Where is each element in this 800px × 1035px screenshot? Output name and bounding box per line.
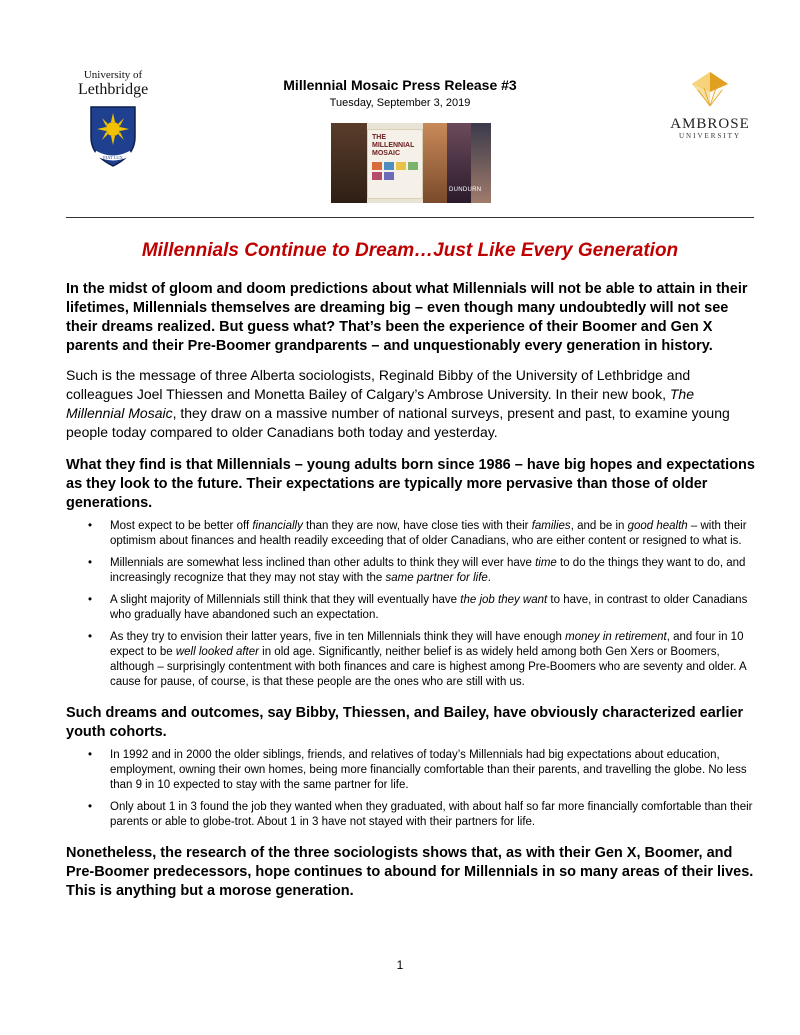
header-divider — [66, 217, 754, 218]
book-collage-image — [331, 123, 491, 203]
list-item-emphasis: the job they want — [460, 594, 548, 606]
list-item — [110, 593, 756, 623]
bullet-list-1 — [66, 519, 756, 690]
paragraph-1-text-c: , they draw on a massive number of national surveys, present and past, to examine young people today compared to older Canadians both today and yesterday. — [66, 405, 730, 440]
book-title-italic: The Millennial Mosaic — [66, 386, 694, 421]
list-item-text: . — [487, 572, 491, 584]
subhead-2: Such dreams and outcomes, say Bibby, Thiessen, and Bailey, have obviously characterized earlier youth cohorts. — [66, 705, 744, 740]
list-item-emphasis: financially — [252, 520, 303, 532]
list-item-emphasis: families — [531, 520, 571, 532]
list-item-text: , and be in — [570, 520, 628, 532]
book-cover-title-1: THE — [372, 134, 386, 141]
paragraph-1-text-a: Such is the message of three Alberta sociologists, Reginald Bibby of the University of Lethbridge and colleagues Joel Thiessen and Monetta Bailey of Calgary’s Ambrose University. In their new book, — [66, 367, 691, 402]
list-item-text: Millennials are somewhat less inclined than other adults to think they will ever have — [110, 557, 536, 569]
book-cover — [367, 129, 423, 199]
paragraph-1 — [66, 366, 756, 442]
list-item-emphasis: well looked after — [175, 646, 259, 658]
university-of-lethbridge-logo — [78, 70, 148, 169]
page-number: 1 — [396, 958, 404, 972]
list-item-text: As they try to envision their latter years, five in ten Millennials think they will have enough — [110, 631, 566, 643]
list-item: • Only about 1 in 3 found the job they wanted when they graduated, with about half so far more financially comfortable than their parents or able to globe-trot. About 1 in 3 have not stayed with their partners for life. — [110, 800, 756, 830]
list-item-emphasis: time — [535, 557, 557, 569]
bullet-list-2 — [66, 748, 756, 830]
subhead-1: What they find is that Millennials – young adults born since 1986 – have big hopes and expectations as they look to the future. Their expectations are typically more pervasive than those of older generations. — [66, 457, 755, 511]
ambrose-university-logo — [664, 70, 756, 141]
ambrose-emblem-icon — [690, 70, 730, 108]
list-item-text: than they are now, have close ties with their — [302, 520, 532, 532]
list-item — [110, 556, 756, 586]
ambrose-sub: UNIVERSITY — [679, 132, 741, 140]
closing-paragraph: Nonetheless, the research of the three sociologists shows that, as with their Gen X, Boomer, and Pre-Boomer predecessors, hope continues to abound for Millennials in so many areas of their lives. This is anything but a morose generation. — [66, 845, 754, 899]
list-item-text: A slight majority of Millennials still think that they will eventually have — [110, 594, 461, 606]
list-item-text: to do the things they want to do, and increasingly recognize that they may not stay with the — [110, 557, 746, 584]
book-cover-blocks — [372, 162, 418, 180]
ambrose-name: AMBROSE — [670, 116, 750, 132]
headline: Millennials Continue to Dream…Just Like Every Generation — [141, 240, 679, 261]
list-item: • In 1992 and in 2000 the older siblings, friends, and relatives of today’s Millennials had big expectations about education, employment, owning their own homes, being more financially comfortable than their parents, and travelling the globe. No less than 9 in 10 expected to stay with the same partner for life. — [110, 748, 756, 793]
photo-person-2 — [423, 123, 447, 203]
list-item-emphasis: money in retirement — [565, 631, 667, 643]
logo-motto: FIAT LUX — [103, 155, 123, 160]
list-item-emphasis: same partner for life — [385, 572, 488, 584]
book-cover-title-2: MILLENNIAL — [372, 142, 415, 149]
shield-icon — [87, 103, 139, 169]
list-item-text: in old age. Significantly, neither belief is as widely held among both Gen Xers or Boomers, although – surprisingly contentment with both finances and care is highest among Pre-Boomers who are seventy and older. A cause for pause, of course, is that these people are the ones who are still with us. — [110, 646, 747, 688]
list-item-emphasis: good health — [627, 520, 688, 532]
book-cover-title-3: MOSAIC — [372, 150, 400, 157]
lead-paragraph: In the midst of gloom and doom predictions about what Millennials will not be able to attain in their lifetimes, Millennials themselves are dreaming big – even though many undoubtedly will not see their dreams realized. But guess what? That’s been the experience of their Boomer and Gen X parents and their Pre-Boomer grandparents – and unquestionably every generation in history. — [66, 281, 748, 354]
press-release-title: Millennial Mosaic Press Release #3 — [283, 77, 517, 93]
article-body — [66, 280, 756, 901]
list-item — [110, 630, 756, 690]
logo-line1: University of — [83, 69, 143, 81]
logo-line2: Lethbridge — [78, 81, 149, 98]
book-publisher-caption: DUNDURN — [449, 187, 482, 193]
press-release-date: Tuesday, September 3, 2019 — [329, 97, 471, 109]
list-item-text: , and four in 10 expect to be — [110, 631, 744, 658]
list-item-text: – with their optimism about finances and health readily exceeding that of older Canadians, who are either content or resigned to what is. — [110, 520, 747, 547]
list-item-text: to have, in contrast to older Canadians who gradually have abandoned such an expectation. — [110, 594, 748, 621]
list-item-text: Most expect to be better off — [110, 520, 253, 532]
photo-person-1 — [331, 123, 367, 203]
list-item — [110, 519, 756, 549]
